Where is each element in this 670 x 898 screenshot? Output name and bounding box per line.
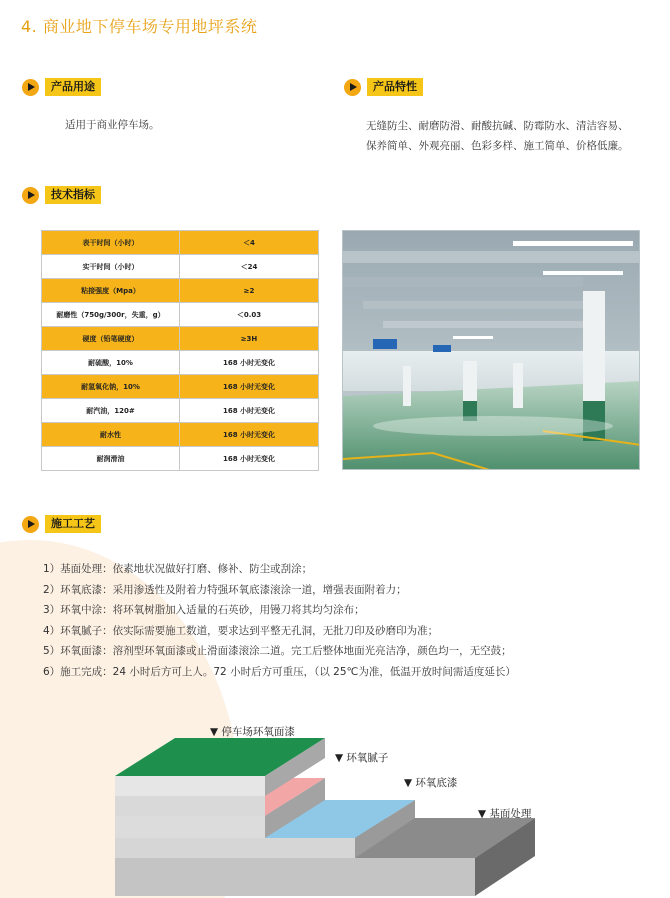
usage-text: 适用于商业停车场。	[65, 119, 160, 131]
table-row	[42, 303, 319, 327]
putty-layer-front	[115, 816, 265, 838]
process-step: 1）基面处理：依素地状况做好打磨、修补、防尘或刮涂；	[43, 563, 313, 575]
section-process-title: 施工工艺	[45, 515, 101, 533]
spec-value: ≥3H	[180, 327, 319, 351]
play-bullet-icon	[22, 79, 39, 96]
process-step: 5）环氧面漆：溶剂型环氧面漆或止滑面漆滚涂二道。完工后整体地面光亮洁净，颜色均一，无空鼓；	[43, 645, 512, 658]
spec-name: 实干时间（小时）	[42, 255, 180, 279]
spec-value: 168 小时无变化	[180, 423, 319, 447]
spec-value: 168 小时无变化	[180, 375, 319, 399]
primer-layer-front	[115, 838, 355, 858]
layer-label-topcoat: ▼ 停车场环氧面漆	[210, 726, 295, 738]
base-layer-front	[115, 858, 475, 896]
section-features-title: 产品特性	[367, 78, 423, 96]
layer-label-primer: ▼ 环氧底漆	[404, 777, 458, 789]
table-row	[42, 231, 319, 255]
spec-name: 硬度（铅笔硬度）	[42, 327, 180, 351]
spec-name: 表干时间（小时）	[42, 231, 180, 255]
spec-name: 耐润滑油	[42, 447, 180, 471]
process-steps	[43, 559, 516, 683]
spec-value: 168 小时无变化	[180, 447, 319, 471]
spec-name: 耐汽油，120#	[42, 399, 180, 423]
section-process-header	[22, 515, 101, 533]
table-row	[42, 279, 319, 303]
page-title: 4. 商业地下停车场专用地坪系统	[21, 17, 258, 36]
spec-table	[41, 230, 319, 471]
spec-value: 168 小时无变化	[180, 351, 319, 375]
features-line: 无缝防尘、耐磨防滑、耐酸抗碱、防霉防水、清洁容易、	[366, 120, 629, 132]
spec-name: 耐水性	[42, 423, 180, 447]
topcoat-layer-front	[115, 776, 265, 796]
section-specs-header	[22, 186, 101, 204]
section-usage-title: 产品用途	[45, 78, 101, 96]
section-usage-header	[22, 78, 101, 96]
process-step: 3）环氧中涂：将环氧树脂加入适量的石英砂，用镘刀将其均匀涂布；	[43, 604, 365, 617]
spec-value: ≥2	[180, 279, 319, 303]
parking-garage-photo	[342, 230, 640, 470]
features-text	[366, 116, 646, 156]
spec-name: 耐硫酸，10%	[42, 351, 180, 375]
table-row	[42, 351, 319, 375]
section-specs-title: 技术指标	[45, 186, 101, 204]
spec-name: 耐磨性（750g/300r，失重，g）	[42, 303, 180, 327]
process-step: 2）环氧底漆：采用渗透性及附着力特强环氧底漆滚涂一道，增强表面附着力；	[43, 583, 407, 596]
play-bullet-icon	[22, 187, 39, 204]
spec-name: 耐氢氧化钠，10%	[42, 375, 180, 399]
spec-name: 粘接强度（Mpa）	[42, 279, 180, 303]
table-row	[42, 399, 319, 423]
table-row	[42, 375, 319, 399]
coating-layers-diagram	[115, 718, 655, 898]
features-line: 保养简单、外观亮丽、色彩多样、施工简单、价格低廉。	[366, 140, 629, 152]
table-row	[42, 423, 319, 447]
table-row	[42, 255, 319, 279]
layer-label-putty: ▼ 环氧腻子	[335, 752, 389, 764]
process-step: 4）环氧腻子：依实际需要施工数道，要求达到平整无孔洞，无批刀印及砂磨印为准；	[43, 624, 439, 637]
spec-value: 168 小时无变化	[180, 399, 319, 423]
table-row	[42, 327, 319, 351]
layer-label-base: ▼ 基面处理	[478, 808, 532, 820]
play-bullet-icon	[344, 79, 361, 96]
spec-value: ＜4	[180, 231, 319, 255]
spec-value: ＜24	[180, 255, 319, 279]
spec-value: ＜0.03	[180, 303, 319, 327]
table-row	[42, 447, 319, 471]
section-features-header	[344, 78, 423, 96]
process-step: 6）施工完成：24 小时后方可上人。72 小时后方可重压，（以 25℃为准，低温开放时间需适度延长）	[43, 665, 516, 678]
play-bullet-icon	[22, 516, 39, 533]
